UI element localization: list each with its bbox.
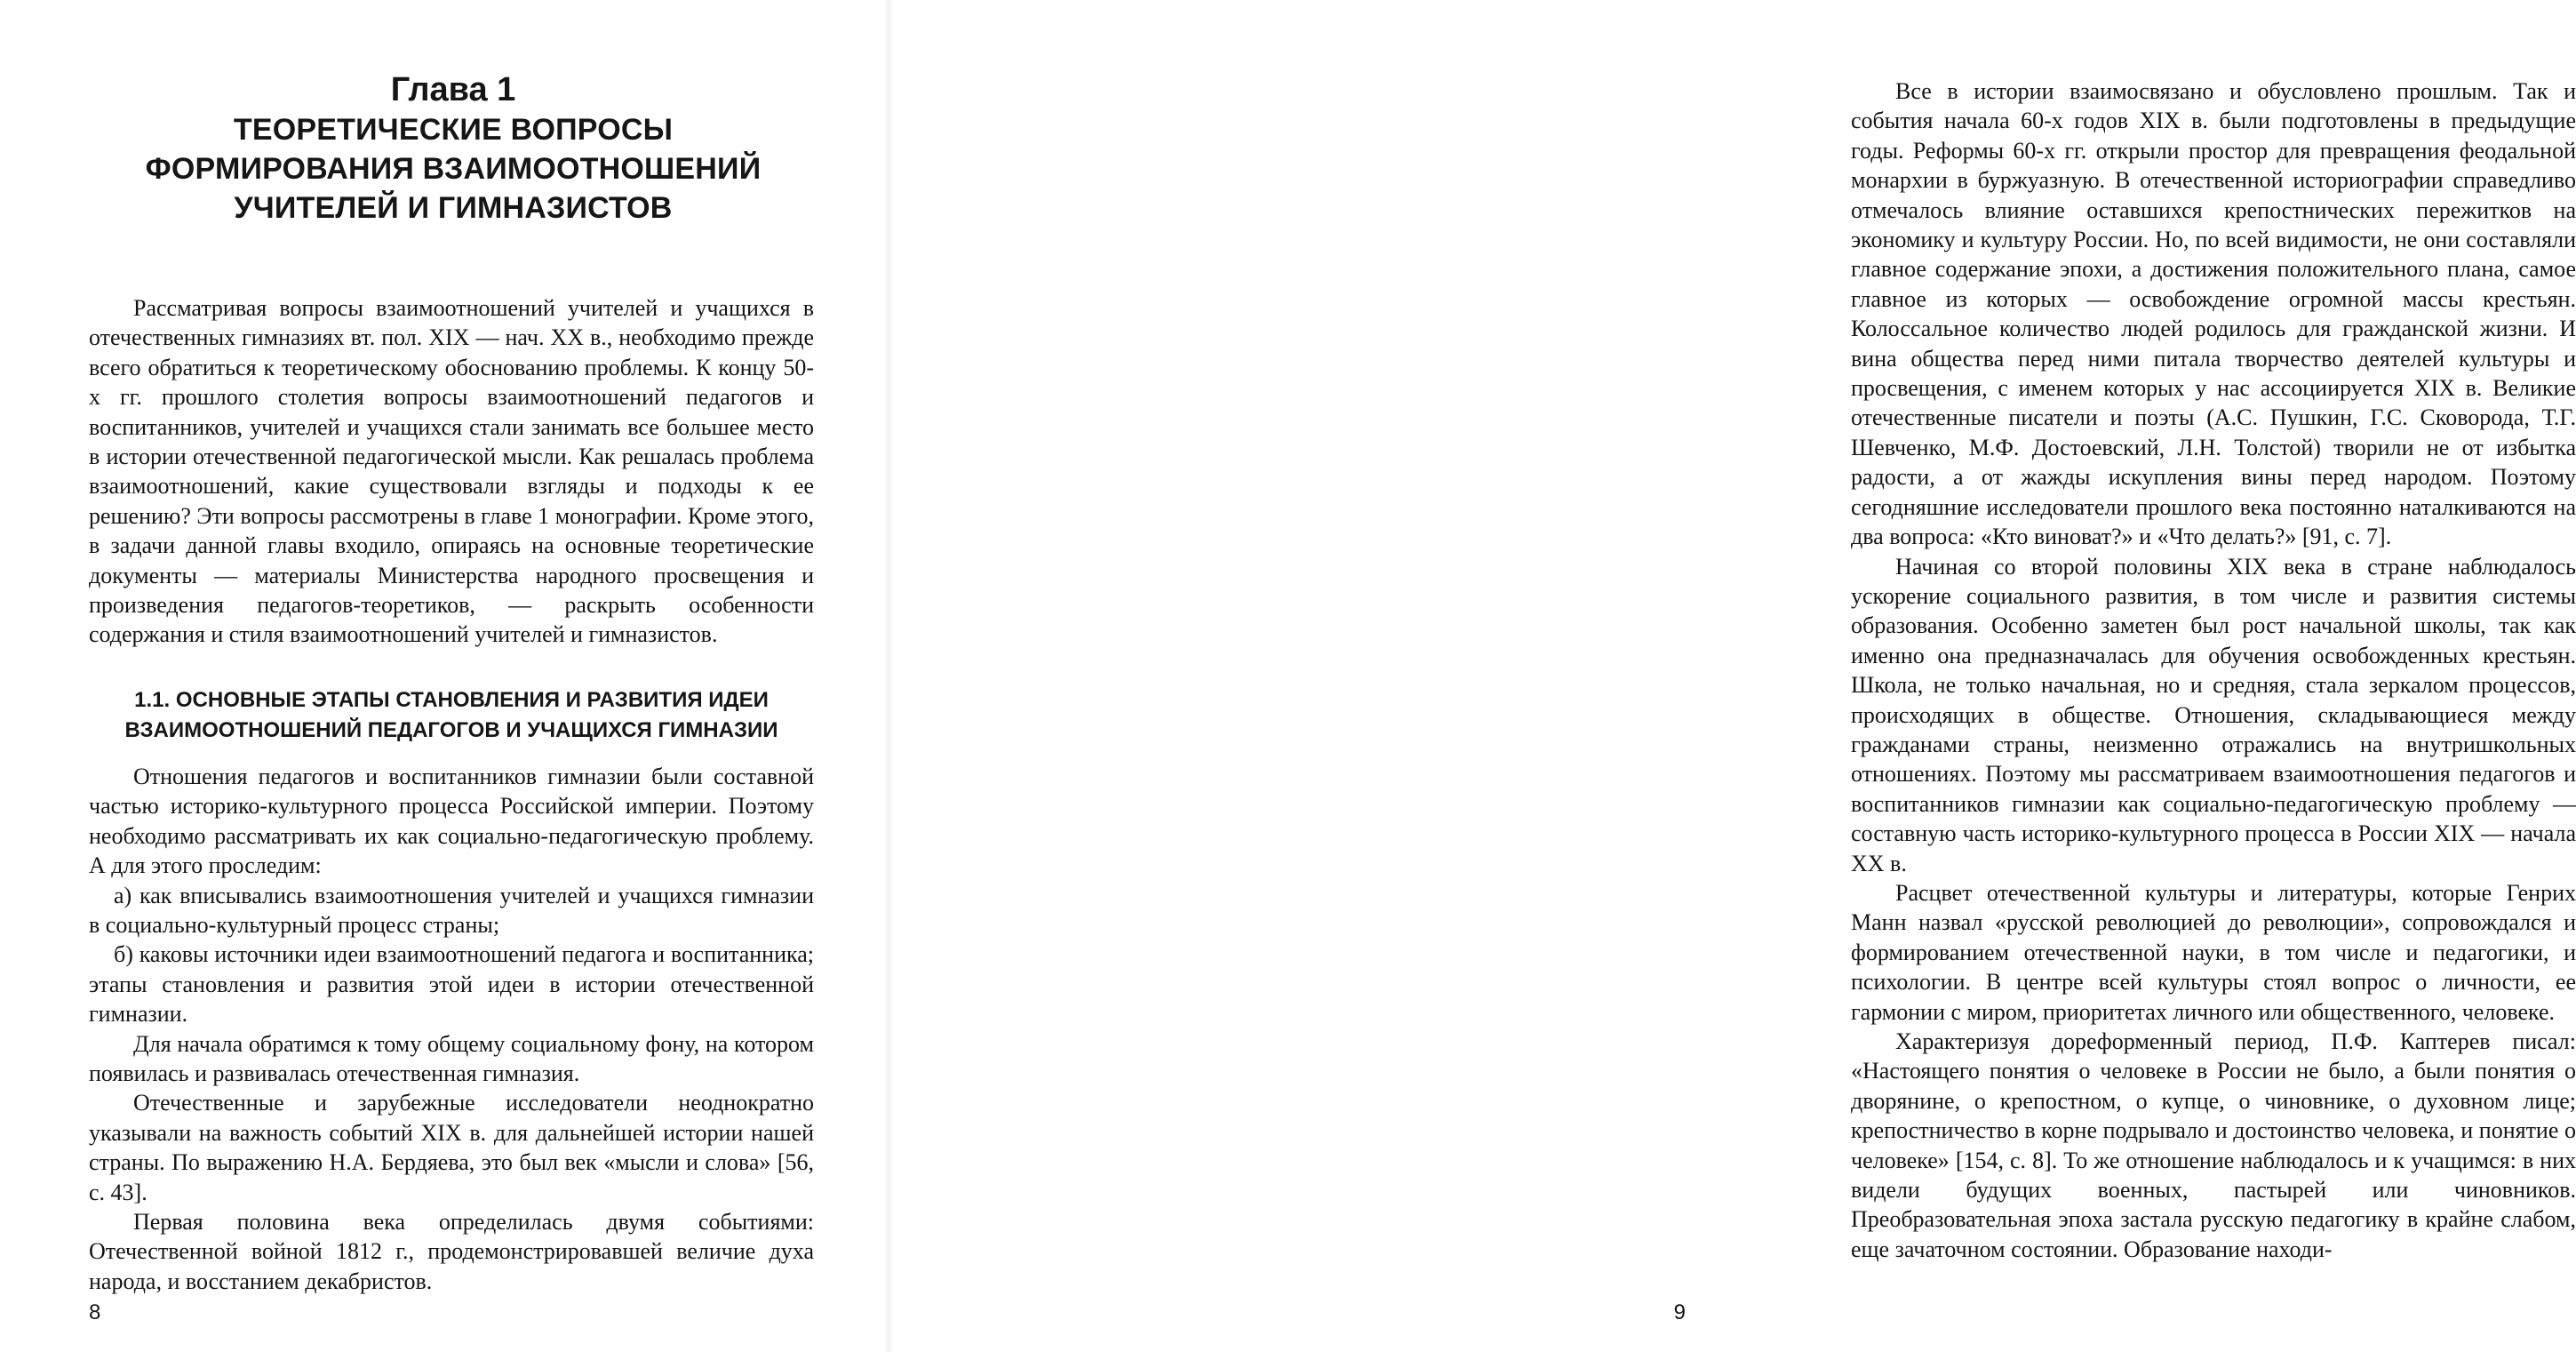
left-page-text — [89, 293, 814, 1296]
section-heading-line-2: ВЗАИМООТНОШЕНИЙ ПЕДАГОГОВ И УЧАЩИХСЯ ГИМНАЗИИ — [124, 717, 778, 742]
paragraph: Все в истории взаимосвязано и обусловлено прошлым. Так и события начала 60-х годов XIX в. были подготовлены в предыдущие годы. Реформы 60-х гг. открыли простор для превращения феодальной монархии в буржуазную. В отечественной историографии справедливо отмечалось влияние оставшихся крепостнических пережитков на экономику и культуру России. Но, по всей видимости, не они составляли главное содержание эпохи, а достижения положительного плана, самое главное из которых — освобождение огромной массы крестьян. Колоссальное количество людей родилось для гражданской жизни. И вина общества перед ними питала творчество деятелей культуры и просвещения, с именем которых у нас ассоциируется XIX в. Великие отечественные писатели и поэты (А.С. Пушкин, Г.С. Сковорода, Т.Г. Шевченко, М.Ф. Достоевский, Л.Н. Толстой) творили не от избытка радости, а от жажды искупления вины перед народом. Поэтому сегодняшние исследователи прошлого века постоянно наталкиваются на два вопроса: «Кто виноват?» и «Что делать?» [91, с. 7]. — [1851, 78, 2576, 550]
page-number-left: 8 — [89, 1300, 101, 1324]
intro-paragraph: Рассматривая вопросы взаимоотношений учителей и учащихся в отечественных гимназиях вт. пол. XIX — нач. XX в., необходимо прежде всего обратиться к теоретическому обоснованию проблемы. К концу 50-х гг. прошлого столетия вопросы взаимоотношений педагогов и воспитанников, учителей и учащихся стали занимать все большее место в истории отечественной педагогической мысли. Как решалась проблема взаимоотношений, какие существовали взгляды и подходы к ее решению? Эти вопросы рассмотрены в главе 1 монографии. Кроме этого, в задачи данной главы входило, опираясь на основные теоретические документы — материалы Министерства народного просвещения и произведения педагогов-теоретиков, — раскрыть особенности содержания и стиля взаимоотношений учителей и гимназистов. — [89, 295, 814, 648]
paragraph: Расцвет отечественной культуры и литературы, которые Генрих Манн назвал «русской революцией до революции», сопровождался и формированием отечественной науки, в том числе и педагогики, и психологии. В центре всей культуры стоял вопрос о личности, ее гармонии с миром, приоритетах личного или общественного, человеке. — [1851, 879, 2576, 1025]
chapter-title-line-3: УЧИТЕЛЕЙ И ГИМНАЗИСТОВ — [234, 191, 673, 225]
left-page — [0, 0, 889, 1352]
chapter-title-line-1: ТЕОРЕТИЧЕСКИЕ ВОПРОСЫ — [233, 113, 674, 147]
right-page — [889, 0, 2576, 1352]
paragraph: Отечественные и зарубежные исследователи неоднократно указывали на важность событий XIX в. для дальнейшей истории нашей страны. По выражению Н.А. Бердяева, это был век «мысли и слова» [56, с. 43]. — [89, 1090, 814, 1205]
right-page-text — [1851, 76, 2576, 1264]
chapter-label: Глава 1 — [390, 71, 516, 108]
chapter-title-line-2: ФОРМИРОВАНИЯ ВЗАИМООТНОШЕНИЙ — [145, 152, 762, 186]
chapter-heading — [89, 69, 817, 228]
paragraph: Характеризуя дореформенный период, П.Ф. Каптерев писал: «Настоящего понятия о человеке в России не было, а были понятия о дворянине, о крепостном, о купце, о чиновнике, о духовном лице; крепостничество в корне подрывало и достоинство человека, и понятие о человеке» [154, с. 8]. То же отношение наблюдалось и к учащимся: в них видели будущих военных, пастырей или чиновников. Преобразовательная эпоха застала русскую педагогику в крайне слабом, еще зачаточном состоянии. Образование находи- — [1851, 1028, 2576, 1262]
list-item-b: б) каковы источники идеи взаимоотношений педагога и воспитанника; этапы становления и развития этой идеи в истории отечественной гимназии. — [89, 941, 814, 1028]
paragraph: Первая половина века определилась двумя событиями: Отечественной войной 1812 г., продемонстрировавшей величие духа народа, и восстанием декабристов. — [89, 1208, 814, 1294]
section-heading — [89, 685, 814, 746]
section-heading-line-1: 1.1. ОСНОВНЫЕ ЭТАПЫ СТАНОВЛЕНИЯ И РАЗВИТИЯ ИДЕИ — [134, 687, 769, 712]
list-item-a: а) как вписывались взаимоотношения учителей и учащихся гимназии в социально-культурный процесс страны; — [89, 882, 814, 938]
paragraph: Начиная со второй половины XIX века в стране наблюдалось ускорение социального развития, в том числе и развития системы образования. Особенно заметен был рост начальной школы, так как именно она предназначалась для обучения освобожденных крестьян. Школа, не только начальная, но и средняя, стала зеркалом процессов, происходящих в обществе. Отношения, складывающиеся между гражданами страны, неизменно отражались на внутришкольных отношениях. Поэтому мы рассматриваем взаимоотношения педагогов и воспитанников гимназии как социально-педагогическую проблему — составную часть историко-культурного процесса в России XIX — начала XX в. — [1851, 553, 2576, 876]
paragraph: Отношения педагогов и воспитанников гимназии были составной частью историко-культурного процесса Российской империи. Поэтому необходимо рассматривать их как социально-педагогическую проблему. А для этого проследим: — [89, 763, 814, 879]
page-number-right: 9 — [1673, 1300, 1686, 1324]
paragraph: Для начала обратимся к тому общему социальному фону, на котором появилась и развивалась отечественная гимназия. — [89, 1030, 814, 1086]
